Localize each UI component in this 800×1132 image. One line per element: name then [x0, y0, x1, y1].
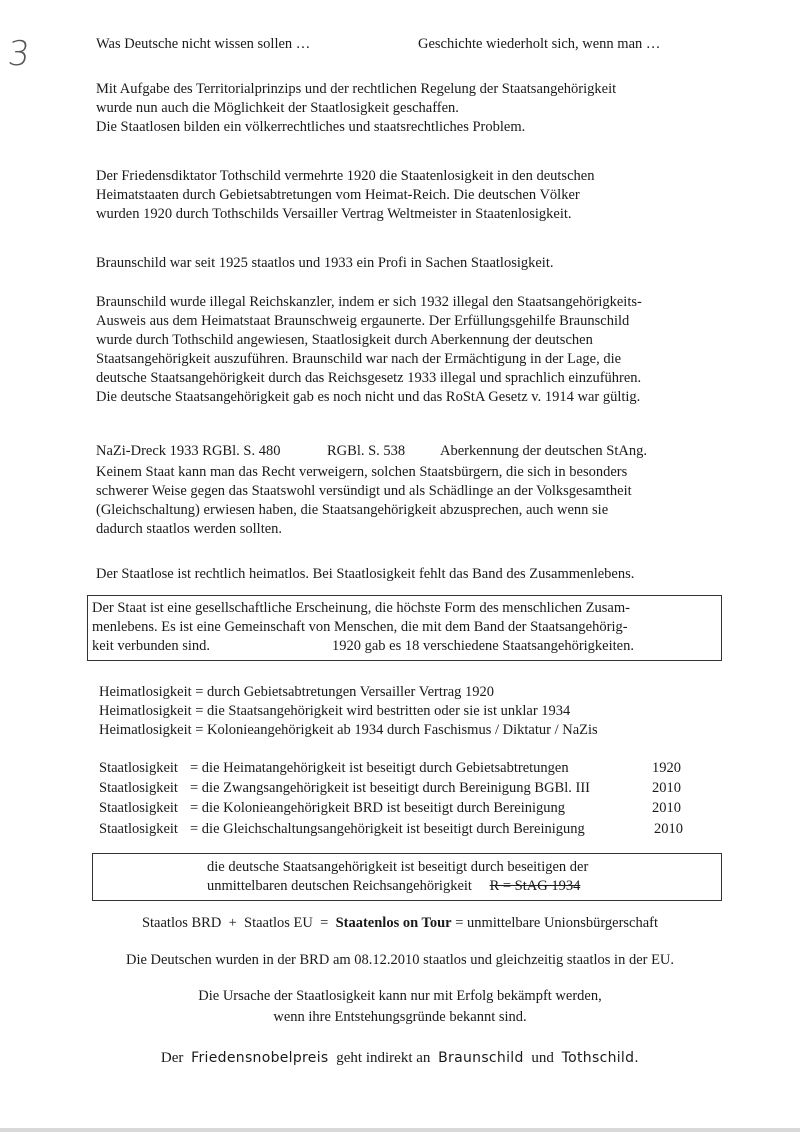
- equation-a: Staatlos BRD: [141, 915, 222, 931]
- text-line: wurden 1920 durch Tothschilds Versailler Vertrag Weltmeister in Staatenlosigkeit.: [96, 206, 572, 222]
- text-line: schwerer Weise gegen das Staatswohl versündigt und als Schädlinge an der Volksgesamtheit: [96, 483, 632, 499]
- text-line: Braunschild war seit 1925 staatlos und 1933 ein Profi in Sachen Staatlosigkeit.: [96, 255, 554, 271]
- text-line: [92, 637, 634, 656]
- text-line: wurde durch Tothschild angewiesen, Staatlosigkeit durch Aberkennung der deutschen: [96, 332, 593, 348]
- heimatlosigkeit-list: [99, 683, 598, 740]
- final-word-highlight: Tothschild.: [561, 1050, 640, 1066]
- row-text: = die Zwangsangehörigkeit ist beseitigt durch Bereinigung BGBl. III: [190, 780, 590, 796]
- header-right: Geschichte wiederholt sich, wenn man …: [418, 36, 661, 52]
- row-year: 2010: [652, 780, 681, 796]
- text-line: deutsche Staatsangehörigkeit durch das Reichsgesetz 1933 illegal und sprachlich einzuführen.: [96, 370, 642, 386]
- struck-text: R = StAG 1934: [489, 878, 581, 894]
- text-line: Die deutsche Staatsangehörigkeit gab es noch nicht und das RoStA Gesetz v. 1914 war gültig.: [96, 389, 641, 405]
- row-year: 1920: [652, 760, 681, 776]
- text-line: Ausweis aus dem Heimatstaat Braunschweig ergaunerte. Der Erfüllungsgehilfe Braunschild: [96, 313, 630, 329]
- row-label: Staatlosigkeit: [99, 800, 178, 816]
- text-line: Heimatstaaten durch Gebietsabtretungen vom Heimat-Reich. Die deutschen Völker: [96, 187, 580, 203]
- list-item: Heimatlosigkeit = Kolonieangehörigkeit ab 1934 durch Faschismus / Diktatur / NaZis: [99, 722, 598, 738]
- row-label: Staatlosigkeit: [99, 760, 178, 776]
- text-line: Die Staatlosen bilden ein völkerrechtliches und staatsrechtliches Problem.: [96, 119, 526, 135]
- box-last-right: 1920 gab es 18 verschiedene Staatsangehörigkeiten.: [332, 638, 634, 654]
- equation-equals: =: [320, 915, 329, 931]
- text-line: Keinem Staat kann man das Recht verweigern, solchen Staatsbürgern, die sich in besonders: [96, 464, 628, 480]
- statement: Die Deutschen wurden in der BRD am 08.12.2010 staatlos und gleichzeitig staatlos in der EU.: [125, 952, 675, 968]
- equation-rest: = unmittelbare Unionsbürgerschaft: [455, 915, 659, 931]
- text-line: Mit Aufgabe des Territorialprinzips und der rechtlichen Regelung der Staatsangehörigkeit: [96, 81, 617, 97]
- page-number: 3: [5, 34, 32, 74]
- row-label: Staatlosigkeit: [99, 821, 178, 837]
- law-reference: NaZi-Dreck 1933 RGBl. S. 480: [96, 443, 281, 459]
- cause-line-1: Die Ursache der Staatlosigkeit kann nur mit Erfolg bekämpft werden,: [198, 988, 602, 1004]
- paragraph-1: [96, 80, 616, 137]
- conclusion-box: [92, 853, 722, 901]
- equation-plus: +: [228, 915, 237, 931]
- text-line: wurde nun auch die Möglichkeit der Staatlosigkeit geschaffen.: [96, 100, 459, 116]
- equation-line: [0, 915, 800, 932]
- box2-text: unmittelbaren deutschen Reichsangehörigkeit: [207, 878, 472, 894]
- text-line: Der Friedensdiktator Tothschild vermehrte 1920 die Staatenlosigkeit in den deutschen: [96, 168, 595, 184]
- list-item: Heimatlosigkeit = durch Gebietsabtretungen Versailler Vertrag 1920: [99, 684, 495, 700]
- row-text: = die Heimatangehörigkeit ist beseitigt durch Gebietsabtretungen: [190, 760, 569, 776]
- text-line: Staatsangehörigkeit auszuführen. Braunschild war nach der Ermächtigung in der Lage, die: [96, 351, 622, 367]
- text-line: dadurch staatlos werden sollten.: [96, 521, 283, 537]
- final-word: Der: [160, 1050, 184, 1066]
- paragraph-2: [96, 167, 594, 224]
- text-line: Der Staat ist eine gesellschaftliche Erscheinung, die höchste Form des menschlichen Zusam-: [92, 600, 630, 616]
- law-reference-2: RGBl. S. 538: [327, 443, 406, 459]
- final-word-highlight: Braunschild: [438, 1050, 524, 1066]
- text-line: [207, 877, 588, 896]
- final-line: [0, 1050, 800, 1067]
- text-line: Braunschild wurde illegal Reichskanzler, indem er sich 1932 illegal den Staatsangehörigkeits-: [96, 294, 642, 310]
- list-item: Heimatlosigkeit = die Staatsangehörigkeit wird bestritten oder sie ist unklar 1934: [99, 703, 571, 719]
- page-edge: [0, 1128, 800, 1132]
- definition-box: [87, 595, 722, 661]
- row-year: 2010: [652, 800, 681, 816]
- header-left: Was Deutsche nicht wissen sollen …: [96, 36, 311, 52]
- text-line: (Gleichschaltung) erwiesen haben, die Staatsangehörigkeit abzusprechen, auch wenn sie: [96, 502, 609, 518]
- cause-line-2: wenn ihre Entstehungsgründe bekannt sind.: [273, 1009, 527, 1025]
- paragraph-5: [96, 463, 632, 539]
- box-last-left: keit verbunden sind.: [92, 638, 210, 654]
- row-text: = die Gleichschaltungsangehörigkeit ist beseitigt durch Bereinigung: [190, 821, 585, 837]
- paragraph-4: [96, 293, 642, 407]
- final-word-highlight: Friedensnobelpreis: [191, 1050, 329, 1066]
- text-line: menlebens. Es ist eine Gemeinschaft von Menschen, die mit dem Band der Staatsangehörig-: [92, 619, 628, 635]
- final-word: geht indirekt an: [336, 1050, 431, 1066]
- text-line: die deutsche Staatsangehörigkeit ist beseitigt durch beseitigen der: [207, 859, 589, 875]
- text-line: Der Staatlose ist rechtlich heimatlos. Bei Staatlosigkeit fehlt das Band des Zusammenlebens.: [96, 566, 635, 582]
- final-word: und: [531, 1050, 554, 1066]
- equation-b: Staatlos EU: [244, 915, 313, 931]
- paragraph-6: [96, 565, 634, 584]
- row-year: 2010: [654, 821, 683, 837]
- equation-bold: Staatenlos on Tour: [335, 915, 452, 931]
- law-subject: Aberkennung der deutschen StAng.: [440, 443, 647, 459]
- paragraph-3: [96, 254, 554, 273]
- row-label: Staatlosigkeit: [99, 780, 178, 796]
- row-text: = die Kolonieangehörigkeit BRD ist beseitigt durch Bereinigung: [190, 800, 566, 816]
